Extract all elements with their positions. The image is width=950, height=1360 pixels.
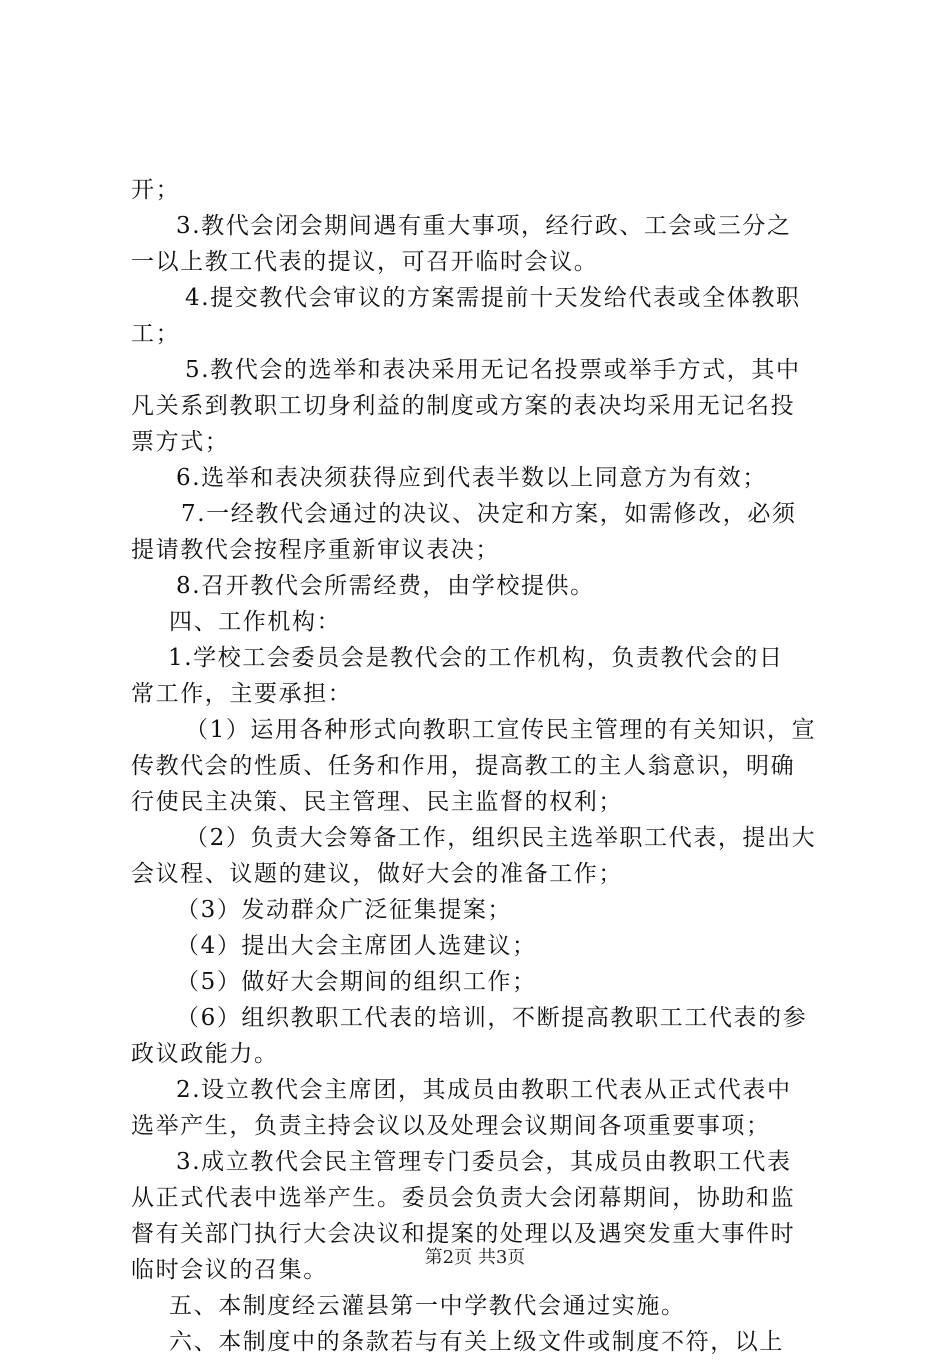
section-heading: 四、工作机构： xyxy=(169,609,342,635)
text-line: 4.提交教代会审议的方案需提前十天发给代表或全体教职 xyxy=(185,285,801,311)
text-line: 凡关系到教职工切身利益的制度或方案的表决均采用无记名投 xyxy=(131,393,796,419)
text-line: 一以上教工代表的提议，可召开临时会议。 xyxy=(131,249,599,275)
text-line: 3.教代会闭会期间遇有重大事项，经行政、工会或三分之 xyxy=(176,213,792,239)
text-line: 政议政能力。 xyxy=(131,1041,279,1067)
document-body xyxy=(131,172,831,1360)
section-heading: 六、本制度中的条款若与有关上级文件或制度不符，以上 xyxy=(169,1329,784,1355)
text-line: 从正式代表中选举产生。委员会负责大会闭幕期间，协助和监 xyxy=(131,1185,796,1211)
text-line: 行使民主决策、民主管理、民主监督的权利； xyxy=(131,789,623,815)
text-line: 工； xyxy=(131,321,181,347)
text-line: 临时会议的召集。 xyxy=(131,1257,328,1283)
text-line: （4）提出大会主席团人选建议； xyxy=(176,933,537,959)
text-line: 2.设立教代会主席团，其成员由教职工代表从正式代表中 xyxy=(176,1077,792,1103)
section-heading: 五、本制度经云灌县第一中学教代会通过实施。 xyxy=(169,1293,686,1319)
text-line: 常工作，主要承担： xyxy=(131,681,353,707)
text-line: 5.教代会的选举和表决采用无记名投票或举手方式，其中 xyxy=(185,357,801,383)
text-line: 票方式； xyxy=(131,429,230,455)
text-line: 3.成立教代会民主管理专门委员会，其成员由教职工代表 xyxy=(176,1149,792,1175)
text-line: （6）组织教职工代表的培训，不断提高教职工工代表的参 xyxy=(176,1005,808,1031)
page-number-footer: 第2页 共3页 xyxy=(424,1247,526,1268)
text-line: 督有关部门执行大会决议和提案的处理以及遇突发重大事件时 xyxy=(131,1221,796,1247)
text-line: 会议程、议题的建议，做好大会的准备工作； xyxy=(131,861,623,887)
text-line: 传教代会的性质、任务和作用，提高教工的主人翁意识，明确 xyxy=(131,753,796,779)
text-line: （3）发动群众广泛征集提案； xyxy=(176,897,513,923)
text-line: 1.学校工会委员会是教代会的工作机构，负责教代会的日 xyxy=(168,645,784,671)
text-line: （5）做好大会期间的组织工作； xyxy=(176,969,537,995)
text-line: 选举产生，负责主持会议以及处理会议期间各项重要事项； xyxy=(131,1113,771,1139)
text-line: 8.召开教代会所需经费，由学校提供。 xyxy=(176,573,595,599)
text-line: （2）负责大会筹备工作，组织民主选举职工代表，提出大 xyxy=(185,825,817,851)
text-line: （1）运用各种形式向教职工宣传民主管理的有关知识，宣 xyxy=(185,717,817,743)
text-line: 开； xyxy=(131,177,181,203)
text-line: 提请教代会按程序重新审议表决； xyxy=(131,537,500,563)
text-line: 6.选举和表决须获得应到代表半数以上同意方为有效； xyxy=(176,465,767,491)
text-line: 7.一经教代会通过的决议、决定和方案，如需修改，必须 xyxy=(181,501,797,527)
